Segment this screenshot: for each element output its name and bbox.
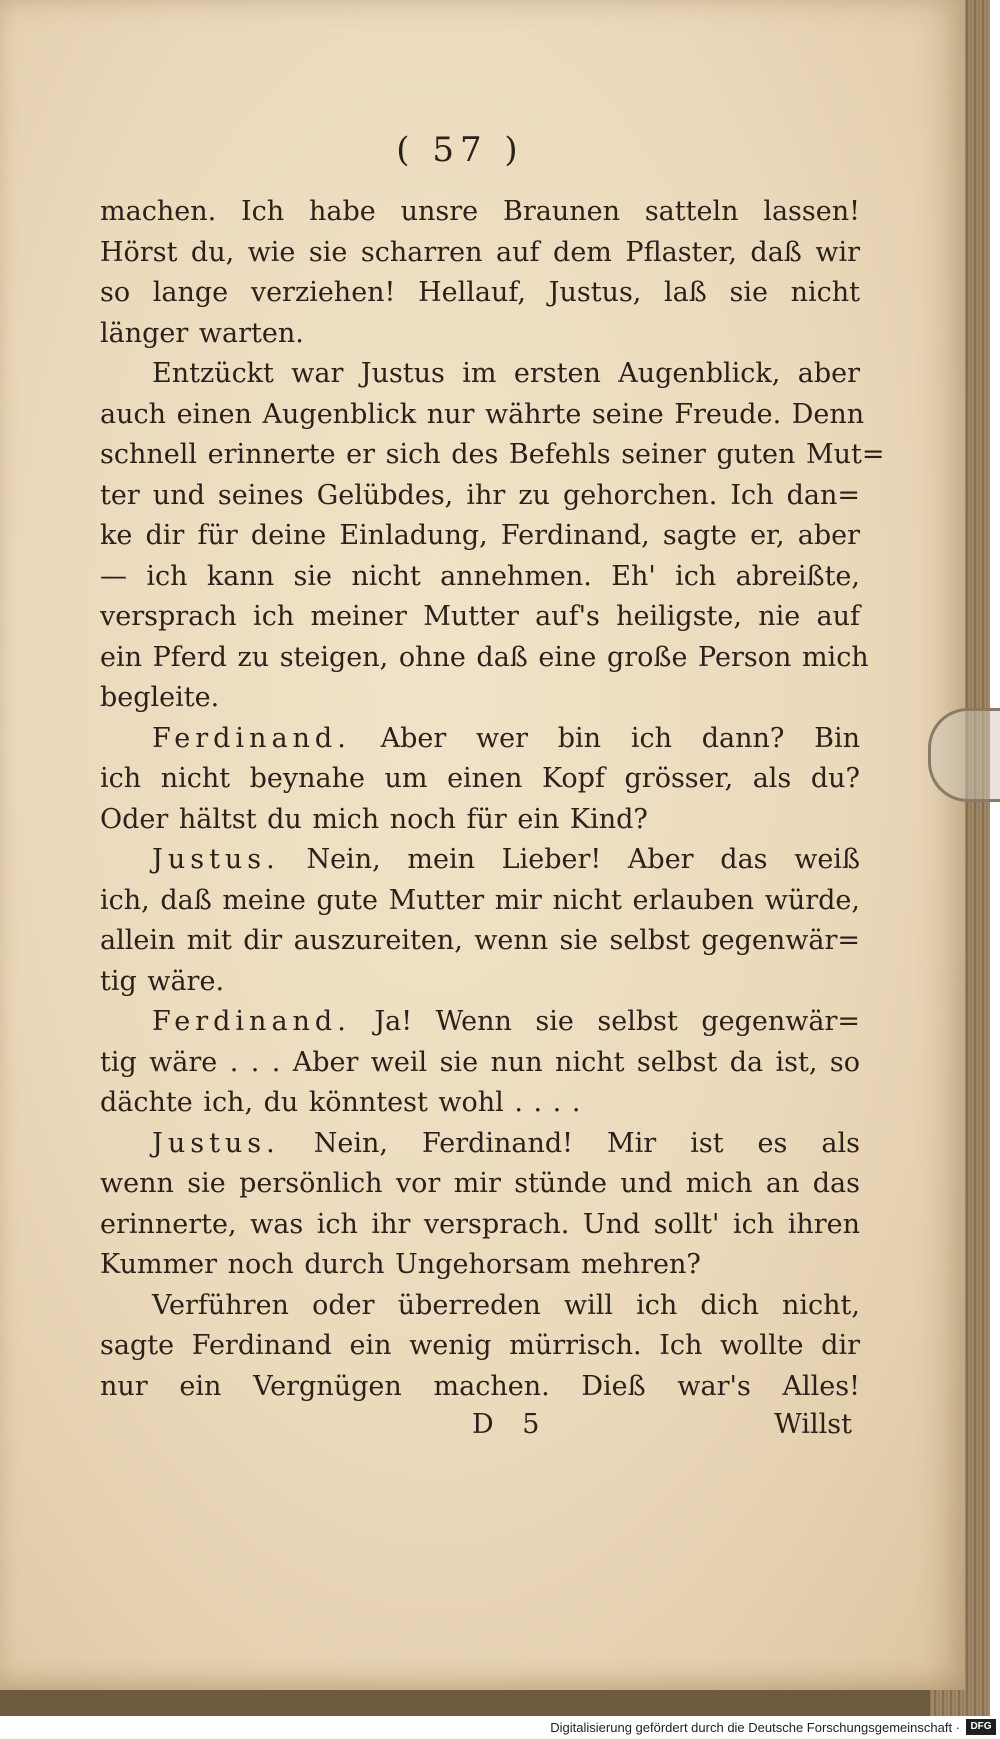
text-line: Oder hältst du mich noch für ein Kind? xyxy=(100,803,648,835)
speaker-name: Justus. xyxy=(152,1127,280,1159)
text-line: ke dir für deine Einladung, Ferdinand, sagte er, aber xyxy=(100,520,860,551)
credit-bar xyxy=(0,1716,1000,1739)
speaker-name: Ferdinand. xyxy=(152,1006,351,1037)
signature-mark: D 5 xyxy=(472,1409,550,1440)
text-line: ich nicht beynahe um einen Kopf grösser, als du? xyxy=(100,763,860,794)
text-line: ein Pferd zu steigen, ohne daß eine große Person mich xyxy=(100,641,869,673)
dialogue-text: Aber wer bin ich dann? Bin xyxy=(380,722,860,754)
text-line: sagte Ferdinand ein wenig mürrisch. Ich wollte dir xyxy=(100,1330,860,1361)
digitization-credit: Digitalisierung gefördert durch die Deutsche Forschungsgemeinschaft · xyxy=(550,1720,960,1735)
dialogue-line xyxy=(100,1124,860,1165)
text-line: Kummer noch durch Ungehorsam mehren? xyxy=(100,1249,701,1280)
text-line: begleite. xyxy=(100,682,220,713)
text-line: Hörst du, wie sie scharren auf dem Pflaster, daß wir xyxy=(100,236,860,268)
text-line: versprach ich meiner Mutter auf's heiligste, nie auf xyxy=(100,601,860,632)
page-number-header: ( 57 ) xyxy=(396,130,524,170)
text-line: Verführen oder überreden will ich dich nicht, xyxy=(152,1289,860,1321)
page-footer xyxy=(100,1409,860,1453)
dialogue-line xyxy=(100,840,860,881)
speaker-name: Ferdinand. xyxy=(152,722,351,754)
text-line: länger warten. xyxy=(100,317,304,349)
text-line: tig wäre . . . Aber weil sie nun nicht selbst da ist, so xyxy=(100,1046,860,1078)
text-line: auch einen Augenblick nur währte seine Freude. Denn xyxy=(100,398,865,430)
text-line: allein mit dir auszureiten, wenn sie selbst gegenwär= xyxy=(100,925,860,956)
text-line: — ich kann sie nicht annehmen. Eh' ich abreißte, xyxy=(100,560,860,592)
text-line: dächte ich, du könntest wohl . . . . xyxy=(100,1087,581,1118)
text-line: so lange verziehen! Hellauf, Justus, laß sie nicht xyxy=(100,277,860,308)
text-line: tig wäre. xyxy=(100,965,225,997)
text-line: schnell erinnerte er sich des Befehls seiner guten Mut= xyxy=(100,439,885,470)
text-line: machen. Ich habe unsre Braunen satteln lassen! xyxy=(100,196,860,227)
page-tab xyxy=(928,708,1000,802)
dialogue-text: Ja! Wenn sie selbst gegenwär= xyxy=(374,1006,860,1037)
text-line: wenn sie persönlich vor mir stünde und mich an das xyxy=(100,1168,860,1199)
text-line: nur ein Vergnügen machen. Dieß war's Alles! xyxy=(100,1370,860,1402)
text-line: ter und seines Gelübdes, ihr zu gehorchen. Ich dan= xyxy=(100,479,860,511)
catchword: Willst xyxy=(774,1409,852,1440)
dialogue-text: Nein, Ferdinand! Mir ist es als xyxy=(313,1127,860,1159)
dialogue-line xyxy=(100,1002,860,1043)
text-line: Entzückt war Justus im ersten Augenblick, aber xyxy=(152,358,860,389)
text-line: ich, daß meine gute Mutter mir nicht erlauben würde, xyxy=(100,884,860,916)
speaker-name: Justus. xyxy=(152,844,280,875)
dialogue-line xyxy=(100,719,860,760)
dfg-logo: DFG xyxy=(966,1719,996,1735)
dialogue-text: Nein, mein Lieber! Aber das weiß xyxy=(306,844,860,875)
text-line: erinnerte, was ich ihr versprach. Und sollt' ich ihren xyxy=(100,1208,860,1240)
page-text xyxy=(100,130,885,1453)
